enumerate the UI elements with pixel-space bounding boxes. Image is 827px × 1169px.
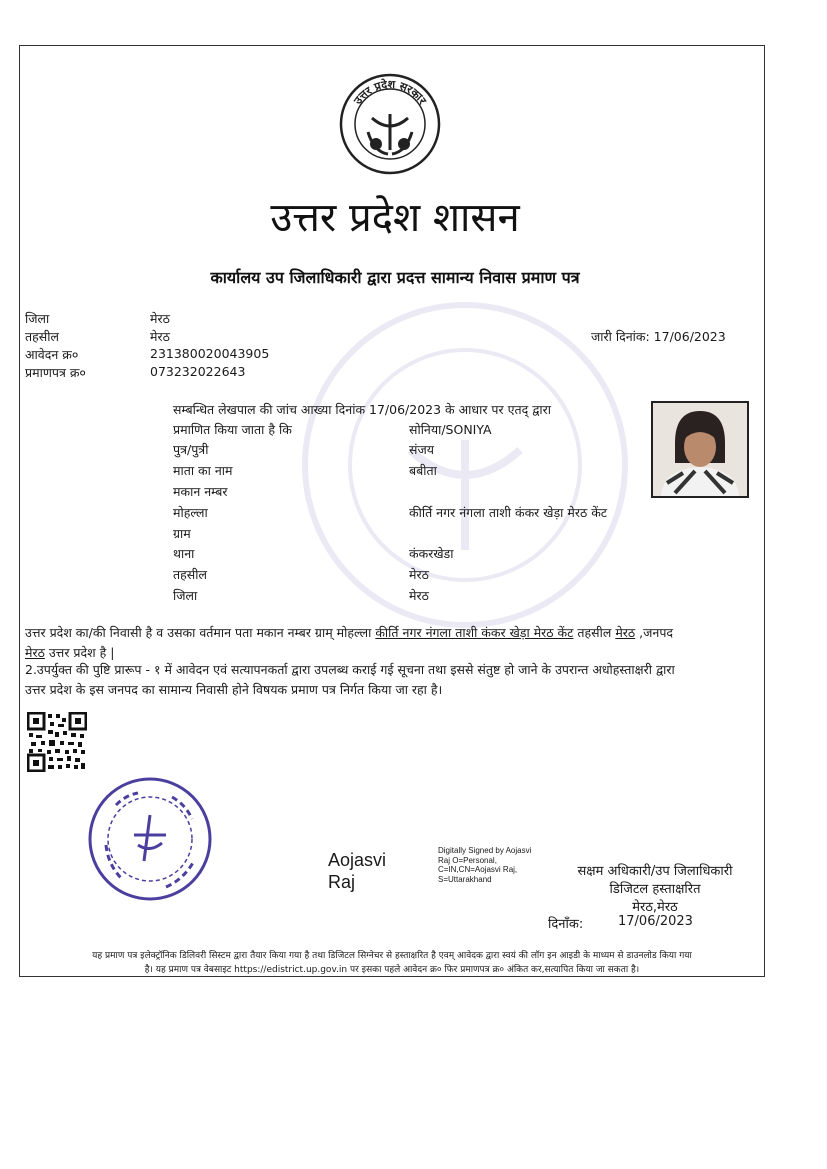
signer-name-line1: Aojasvi <box>328 850 387 870</box>
para1-address: कीर्ति नगर नंगला ताशी कंकर खेड़ा मेरठ केंट <box>375 625 574 640</box>
mother-label: माता का नाम <box>173 463 233 478</box>
certificate-no-label: प्रमाणपत्र क्र० <box>25 365 86 380</box>
up-state-emblem-icon <box>338 72 442 176</box>
applicant-name: सोनिया/SONIYA <box>409 422 492 437</box>
digital-signature-details <box>438 846 543 884</box>
mother-name: बबीता <box>409 463 437 478</box>
father-name: संजय <box>409 442 434 457</box>
mohalla-value: कीर्ति नगर नंगला ताशी कंकर खेड़ा मेरठ केंट <box>409 505 608 520</box>
footer-note <box>22 949 762 977</box>
inspection-intro: सम्बन्धित लेखपाल की जांच आख्या दिनांक 17/06/2023 के आधार पर एतद् द्वारा <box>173 402 552 417</box>
sign-date-value: 17/06/2023 <box>618 914 693 929</box>
mohalla-label: मोहल्ला <box>173 505 208 520</box>
digital-sig-line3: C=IN,CN=Aojasvi Raj, <box>438 865 518 874</box>
para1-part2: तहसील <box>573 625 616 640</box>
page-title: उत्तर प्रदेश शासन <box>270 195 520 241</box>
issue-date: जारी दिनांक: 17/06/2023 <box>591 329 726 344</box>
emblem-text: उत्तर प्रदेश सरकार <box>351 77 429 107</box>
para1-part4: उत्तर प्रदेश है | <box>44 645 115 660</box>
authority-title: सक्षम अधिकारी/उप जिलाधिकारी <box>577 864 733 879</box>
authority-location: मेरठ,मेरठ <box>632 900 678 915</box>
house-label: मकान नम्बर <box>173 484 228 499</box>
police-station-label: थाना <box>173 546 195 561</box>
office-seal-stamp-icon <box>86 775 214 903</box>
sign-date-label: दिनाँक: <box>548 917 584 932</box>
qr-code-icon <box>27 712 87 772</box>
footer-line1: यह प्रमाण पत्र इलेक्ट्रॉनिक डिलिवरी सिस्टम द्वारा तैयार किया गया है तथा डिजिटल सिग्नेचर से हस्ताक्षरित है एवम् आवेदक द्वारा स्वयं की लॉग इन आइडी के माध्यम से डाउनलोड किया गया <box>92 951 692 961</box>
digital-sig-line2: Raj O=Personal, <box>438 855 497 865</box>
certificate-no-value: 073232022643 <box>150 364 246 379</box>
district-label: जिला <box>25 311 50 326</box>
para2-line1: 2.उपर्युक्त की पुष्टि प्रारूप - १ में आवेदन एवं सत्यापनकर्ता द्वारा उपलब्ध कराई गई सूचना तथा इससे संतुष्ट हो जाने के उपरान्त अधोहस्ताक्षरी द्वारा <box>25 662 675 677</box>
tehsil-value: मेरठ <box>150 329 170 344</box>
tehsil2-value: मेरठ <box>409 567 429 582</box>
certificate-subtitle: कार्यालय उप जिलाधिकारी द्वारा प्रदत्त सामान्य निवास प्रमाण पत्र <box>210 268 580 287</box>
para2-line2: उत्तर प्रदेश के इस जनपद का सामान्य निवासी होने विषयक प्रमाण पत्र निर्गत किया जा रहा है। <box>25 682 443 697</box>
tehsil2-label: तहसील <box>173 567 207 582</box>
confirmation-paragraph <box>25 660 765 700</box>
signer-name <box>328 849 386 893</box>
signer-name-line2: Raj <box>328 872 356 892</box>
application-no-label: आवेदन क्र० <box>25 347 79 362</box>
district-value: मेरठ <box>150 311 170 326</box>
district2-label: जिला <box>173 588 198 603</box>
person-photo-icon <box>653 403 747 496</box>
son-daughter-label: पुत्र/पुत्री <box>173 442 209 457</box>
village-label: ग्राम <box>173 526 191 541</box>
digital-sig-line1: Digitally Signed by Aojasvi <box>438 846 532 855</box>
residence-paragraph <box>25 623 765 663</box>
certified-label: प्रमाणित किया जाता है कि <box>173 422 292 437</box>
digital-sig-line4: S=Uttarakhand <box>438 874 492 884</box>
para1-part3: ,जनपद <box>635 625 674 640</box>
applicant-photo <box>651 401 749 498</box>
footer-line2: है। यह प्रमाण पत्र वेबसाइट https://edistrict.up.gov.in पर इसका पहले आवेदन क्र० फिर प्रमाणपत्र क्र० अंकित कर,सत्यापित किया जा सकता है। <box>144 965 640 975</box>
para1-district: मेरठ <box>25 645 45 660</box>
district2-value: मेरठ <box>409 588 429 603</box>
digitally-signed-label: डिजिटल हस्ताक्षरित <box>609 882 701 897</box>
para1-part1: उत्तर प्रदेश का/की निवासी है व उसका वर्तमान पता मकान नम्बर ग्राम् मोहल्ला <box>25 625 376 640</box>
police-station-value: कंकरखेडा <box>409 546 454 561</box>
watermark-seal-icon <box>300 300 630 630</box>
tehsil-label: तहसील <box>25 329 59 344</box>
application-no-value: 231380020043905 <box>150 346 270 361</box>
svg-text:उत्तर प्रदेश सरकार <box>351 77 430 108</box>
para1-tehsil: मेरठ <box>615 625 636 640</box>
